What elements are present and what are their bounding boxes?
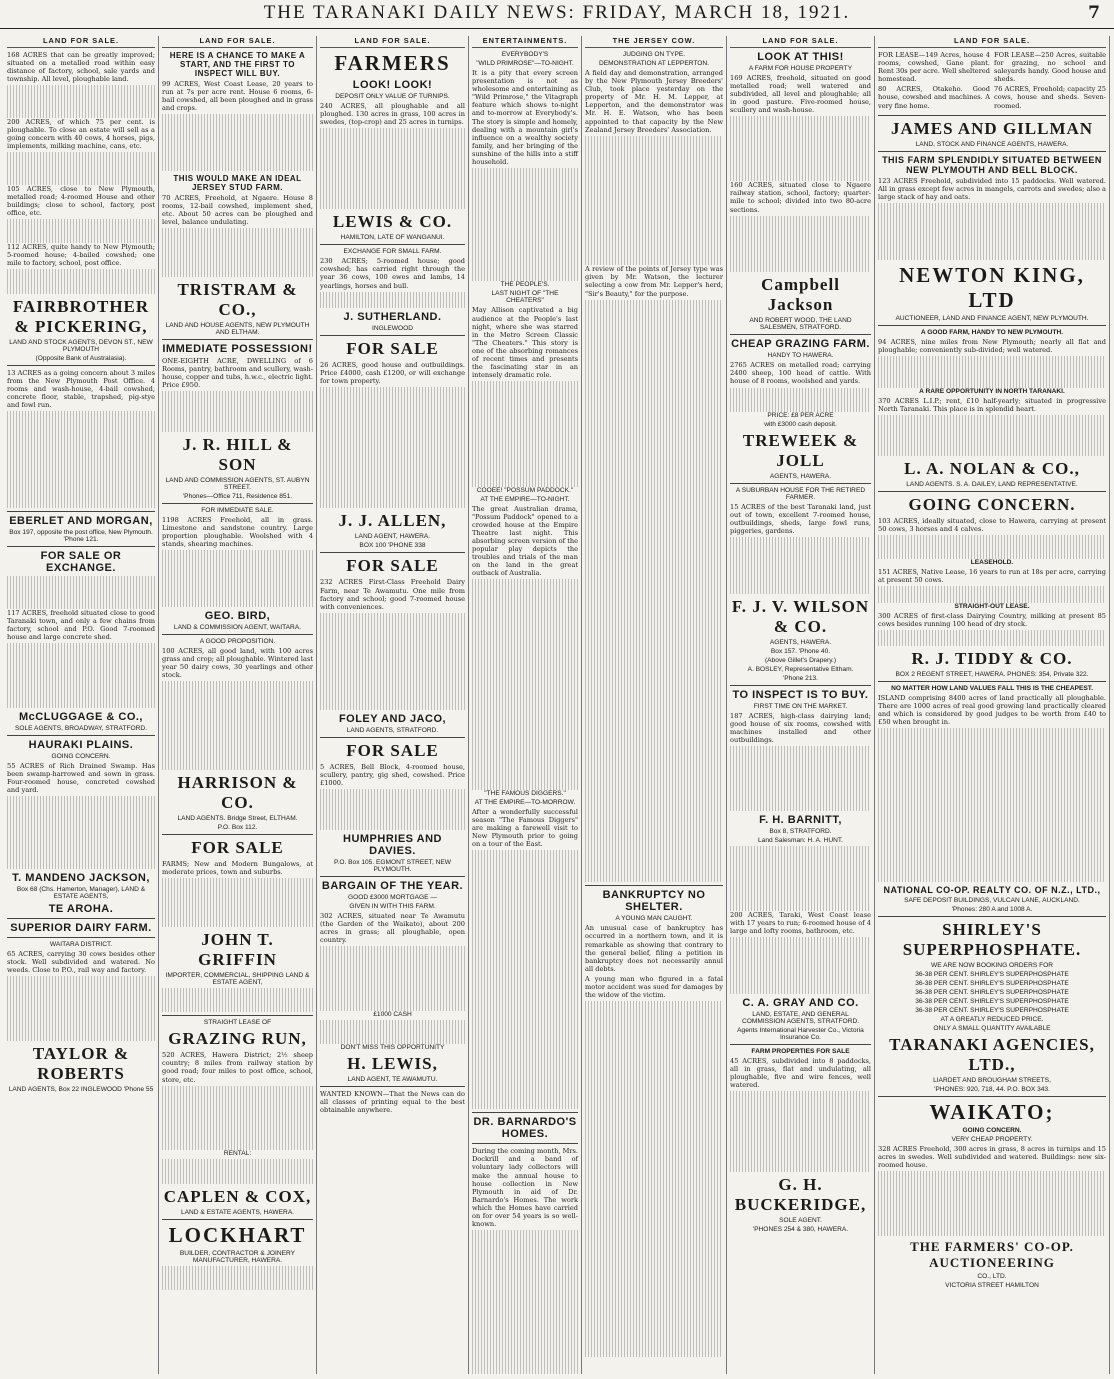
agent-address: LAND AGENTS. Bridge Street, ELTHAM. [177,815,298,823]
agent-address: LAND AGENTS. S. A. DAILEY, LAND REPRESENTATIVE. [906,480,1078,488]
ad-price: with £3000 cash deposit. [764,420,837,428]
printing-notice: WANTED KNOWN—That the News can do all classes of printing equal to the best obtainable anywhere. [320,1090,465,1115]
text-filler [878,586,1106,602]
ad-text: 112 ACRES, quite handy to New Plymouth; 5-roomed house; 4-bailed cowshed; one mile to factory, school, post office. [7,243,155,268]
agent-address: BOX 2 REGENT STREET, HAWERA. PHONES: 354, Private 322. [895,671,1089,679]
text-filler [730,846,871,911]
text-filler [730,388,871,412]
agent-name: TREWEEK & JOLL [742,430,859,470]
text-filler [7,411,155,508]
agent-name: GEO. BIRD, [204,609,271,622]
divider [320,1086,465,1087]
agent-address: SOLE AGENTS, BROADWAY, STRATFORD. [14,724,148,732]
superphosphate-grade: 36-38 PER CENT. SHIRLEY'S SUPERPHOSPHATE [915,989,1069,997]
ad-text: FARMS; New and Modern Bungalows, at moderate prices, town and suburbs. [162,860,313,877]
text-filler [162,878,313,927]
ad-text: FOR LEASE—250 Acres, suitable for grazing, no school and saleyards handy. Good house and sheds. [994,51,1106,84]
text-filler [878,415,1106,455]
text-filler [730,116,871,181]
divider [7,365,155,366]
article-heading: THE PEOPLE'S. [500,281,550,289]
ad-text: 5 ACRES, Bell Block, 4-roomed house, scullery, pantry, gig shed, cowshed. Price £1000. [320,762,465,788]
ad-subheading: STRAIGHT-OUT LEASE. [954,602,1030,610]
text-filler [7,643,155,708]
agent-phone: 'Phone 213. [783,674,818,682]
text-filler [472,579,578,789]
divider [320,335,465,336]
ad-text: 300 ACRES of first-class Dairying Country, milking at present 85 cows besides running 100 head of dry stock. [878,611,1106,628]
agent-name: L. A. NOLAN & CO., [904,458,1080,478]
divider [320,737,465,738]
divider [730,1044,871,1045]
text-filler [472,850,578,1109]
text-filler [730,746,871,811]
divider [320,876,465,877]
article-text: During the coming month, Mrs. Dockrill and a band of voluntary lady collectors will make the annual house to house collection in New Plymouth in aid of Dr. Barnardo's Homes. The work which the Homes have carried on for over 54 years is so well-known. [472,1147,578,1229]
agent-name: T. MANDENO JACKSON, [12,872,150,885]
divider [162,1015,313,1016]
text-filler [730,1091,871,1172]
article-subheading: JUDGING ON TYPE. [622,51,686,58]
agent-name: LOCKHART [168,1222,307,1247]
agent-name: TARANAKI AGENCIES, LTD., [889,1035,1095,1075]
ad-subheading: GOOD £3000 MORTGAGE — [348,893,437,901]
ad-subheading: GIVEN IN WITH THIS FARM. [349,902,436,910]
agent-name: LEWIS & CO. [332,212,453,232]
text-filler [7,796,155,869]
ad-heading: IMMEDIATE POSSESSION! [162,342,313,355]
ad-heading: FOR SALE [346,338,439,358]
agent-address: LAND AGENT, HAWERA. [354,533,431,541]
ad-text: 520 ACRES, Hawera District; 2½ sheep country; 8 miles from railway station by good road; four miles to post office, school, store, etc. [162,1051,313,1084]
text-filler [7,576,155,608]
ad-heading: FOR SALE [191,838,284,858]
agent-name: H. LEWIS, [347,1054,438,1074]
text-filler [730,537,871,594]
ad-subheading: ONLY A SMALL QUANTITY AVAILABLE [933,1025,1051,1033]
agent-address: LAND AGENTS, Box 22 INGLEWOOD 'Phone 55 [8,1086,154,1094]
agent-address: Box 68 (Chs. Hamerton, Manager), LAND & ESTATE AGENTS, [16,886,146,901]
ad-text: 232 ACRES First-Class Freehold Dairy Farm, near Te Awamutu. One mile from factory and school; good 7-roomed house with conveniences. [320,578,465,611]
divider [878,151,1106,152]
text-filler [7,976,155,1041]
column-6 [727,36,875,1374]
divider [878,491,1106,492]
text-filler [472,1230,578,1374]
ad-text: 13 ACRES as a going concern about 3 miles from the New Plymouth Post Office. 4 rooms and wash-house, 4-bail cowshed, concrete floor, stable, trapshed, pig-stye and fowl run. [7,368,155,410]
ad-text: 302 ACRES, situated near Te Awamutu (the Garden of the Waikato), about 200 acres in grass; all ploughable, open country. [320,911,465,944]
text-filler [585,1001,723,1357]
agent-town: TE AROHA. [48,903,114,916]
text-filler [320,387,465,508]
agent-address: SOLE AGENT. [779,1216,822,1224]
divider [162,339,313,340]
ad-heading: BARGAIN OF THE YEAR. [321,879,464,892]
text-filler [320,946,465,1011]
agent-name: Campbell Jackson [761,275,840,315]
text-filler [472,381,578,486]
article-heading: "THE FAMOUS DIGGERS." [484,789,566,797]
article-subheading: AT THE EMPIRE—TO-MORROW. [474,798,576,806]
text-filler [7,269,155,293]
divider [878,916,1106,917]
ad-subheading: A RARE OPPORTUNITY IN NORTH TARANAKI. [919,388,1065,396]
agent-address: LAND AGENT, TE AWAMUTU. [347,1076,438,1084]
divider [162,1219,313,1220]
newspaper-title: THE TARANAKI DAILY NEWS: FRIDAY, MARCH 18, 1921. [263,2,851,23]
ad-text: 45 ACRES, subdivided into 8 paddocks, all in grass, flat and undulating, all ploughable, five and wire fences, well watered. [730,1056,871,1089]
agent-address: VICTORIA STREET HAMILTON [945,1282,1039,1290]
divider [878,681,1106,682]
agent-address: LAND, STOCK AND FINANCE AGENTS, HAWERA. [915,140,1069,148]
text-filler [878,356,1106,388]
agent-name: JAMES AND GILLMAN [890,118,1094,138]
ad-text: 80 ACRES, Otakeho. Good house, cowshed and machines. A very fine home. [878,85,990,110]
agent-address: CO., LTD. [977,1273,1007,1281]
divider [472,1143,578,1144]
ad-subheading: FIRST TIME ON THE MARKET. [753,702,848,710]
ad-heading: HERE IS A CHANCE TO MAKE A START, AND THE FIRST TO INSPECT WILL BUY. [169,51,306,78]
agent-name: J. J. ALLEN, [338,511,447,531]
ad-heading: CHEAP GRAZING FARM. [731,338,870,351]
ad-text: 240 ACRES, all ploughable and all ploughed. 130 acres in grass, 100 acres in swedes, (top-crop) and 25 acres in turnips. [320,102,465,127]
ad-heading: SHIRLEY'S SUPERPHOSPHATE. [902,920,1082,960]
text-filler [162,1266,313,1290]
divider [162,834,313,835]
agent-name: HARRISON & CO. [177,773,298,813]
text-filler [162,1086,313,1151]
agent-address: (Opposite Bank of Australasia). [35,354,127,362]
ad-subheading: AT A GREATLY REDUCED PRICE. [940,1016,1044,1024]
text-filler [320,292,465,308]
text-filler [730,937,871,994]
divider [162,634,313,635]
section-heading: LAND FOR SALE. [730,36,871,48]
column-7 [875,36,1110,1374]
article-text: May Allison captivated a big audience at the People's last night, where she was starred in the Metro Screen Classic "The Cheaters." This story is one of the absorbing romances of recent times and presents the fascinating star in an intensely dramatic role. [472,306,578,380]
section-heading: LAND FOR SALE. [7,36,155,48]
agent-address: AGENTS, HAWERA. [769,472,832,480]
agent-phone: BOX 100 'PHONE 338 [359,542,426,550]
ad-text: 55 ACRES of Rich Drained Swamp. Has been swamp-harrowed and sown in grass. Four-roomed house, concreted cowshed and yard. [7,761,155,795]
agent-address: Box 197, opposite the post office, New Plymouth. 'Phone 121. [9,529,153,544]
agent-name: HUMPHRIES AND DAVIES. [343,832,442,857]
ad-price: PRICE: £8 PER ACRE [767,411,834,419]
ad-subheading: HANDY TO HAWERA. [767,352,834,360]
article-text: A review of the points of Jersey type was given by Mr. Watson, the lecturer selecting a cow from Mr. Lepper's herd, "Sir's Beauty," for the purpose. [585,265,723,298]
column-4 [469,36,582,1374]
section-heading: LAND FOR SALE. [320,36,465,48]
page-number: 7 [1088,3,1100,23]
ad-subheading: A GOOD FARM, HANDY TO NEW PLYMOUTH. [920,328,1064,336]
agent-name: TRISTRAM & CO., [177,279,298,319]
divider [730,685,871,686]
ad-heading: FOR SALE [346,740,439,760]
article-subheading: A YOUNG MAN CAUGHT. [615,915,693,923]
ad-subheading: £1000 CASH [373,1010,412,1018]
ad-subheading: EXCHANGE FOR SMALL FARM. [343,248,442,256]
superphosphate-grade: 36-38 PER CENT. SHIRLEY'S SUPERPHOSPHATE [915,998,1069,1006]
column-5 [582,36,727,1374]
agent-address: LAND AND STOCK AGENTS, DEVON ST., NEW PLYMOUTH [9,338,153,353]
divider [878,1096,1106,1097]
divider [585,885,723,886]
ad-heading: LOOK AT THIS! [757,51,844,63]
agent-name: C. A. GRAY AND CO. [742,996,859,1009]
agent-address: Land Salesman: H. A. HUNT. [757,836,844,844]
divider [162,503,313,504]
ad-text: 100 ACRES, all good land, with 100 acres grass and crop; all ploughable. Wintered last year 50 dairy cows, 30 yearlings and other stock. [162,646,313,680]
ad-text: 328 ACRES Freehold, 300 acres in grass, 8 acres in turnips and 15 acres in swedes. Well subdivided and watered. Buildings: new six-roomed house. [878,1145,1106,1170]
article-heading: EVERYBODY'S [501,51,549,58]
agent-name: R. J. TIDDY & CO. [911,649,1073,669]
agent-name: F. H. BARNITT, [759,813,842,826]
agent-name: JOHN T. GRIFFIN [198,930,277,969]
agent-phone: P.O. Box 112. [217,824,258,832]
agent-name: G. H. BUCKERIDGE, [734,1174,867,1214]
section-heading: ENTERTAINMENTS. [472,36,578,48]
text-filler [585,300,723,883]
divider [730,334,871,335]
article-text: After a wonderfully successful season "The Famous Diggers" are making a farewell visit to New Plymouth prior to going on a tour of the East. [472,807,578,849]
ad-text: 169 ACRES, freehold, situated on good metalled road; well watered and subdivided, all level and ploughable; all in good pasture. Five-roomed house, scullery and wash-house. [730,74,871,115]
ad-text: 230 ACRES; 5-roomed house; good cowshed; has carried right through the year 36 cows, 100 ewes and lambs, 14 yearlings, horses and bull. [320,257,465,290]
ad-text: 123 ACRES Freehold, subdivided into 15 paddocks. Well watered. All in grass except few acres in mangels, carrots and swedes; also a large stack of hay and oats. [878,176,1106,201]
agent-address: IMPORTER, COMMERCIAL, SHIPPING LAND & ESTATE AGENT, [165,972,310,986]
text-filler [7,219,155,243]
ad-subheading: GOING CONCERN. [962,1127,1022,1135]
article-text: A field day and demonstration, arranged by the New Plymouth Jersey Breeders' Club, took place yesterday on the property of Mr. H. M. Lepper, at Lepperton, and the demonstrator was Mr. H. E. Watson, who has been appointed to that capacity by the New Zealand Jersey Breeders' Association. [585,69,723,134]
ad-heading: TO INSPECT IS TO BUY. [732,688,869,701]
column-2 [159,36,317,1374]
ad-text: 26 ACRES, good house and outbuildings. Price £4000, cash £1200, or will exchange for town property. [320,360,465,385]
article-heading: BANKRUPTCY NO SHELTER. [602,889,706,914]
ad-text: 160 ACRES, situated close to Ngaere railway station, school, factory; quarter-mile to school; divided into two 80-acre sections. [730,181,871,214]
ad-subheading: A SUBURBAN HOUSE FOR THE RETIRED FARMER. [735,486,866,501]
agent-address: INGLEWOOD [371,324,414,332]
agent-phone: Box 157. 'Phone 40. [770,647,831,655]
article-subheading: "WILD PRIMROSE"—TO-NIGHT. [476,60,574,67]
text-filler [878,203,1106,260]
ad-subheading: RENTAL: [223,1150,252,1158]
agent-phone: 'PHONES: 920, 718, 44. P.O. BOX 343. [934,1086,1050,1094]
ad-text: 200 ACRES, Taraki, West Coast lease with 17 years to run; 6-roomed house of 4 large and lofty rooms, bathroom, etc. [730,910,871,935]
ad-text: FOR LEASE—149 Acres, house 4 rooms, cowshed, Gane plant. Rent 30s per acre. Well sheltered homestead. [878,51,990,84]
ad-text: 99 ACRES, West Coast Lease, 20 years to run at 7s per acre rent. House 6 rooms, 6-bail cowshed, all been ploughed and in grass and crops. [162,80,313,113]
agent-name: NATIONAL CO-OP. REALTY CO. OF N.Z., LTD., [883,885,1101,896]
article-text: The great Australian drama, "Possum Paddock" opened to a crowded house at the Empire Theatre last night. This absorbing screen version of the popular play depicts the troubles and trials of the man on the land in the great outback of Australia. [472,504,578,578]
article-heading: DR. BARNARDO'S HOMES. [473,1116,577,1141]
agent-name: F. J. V. WILSON & CO. [731,596,870,636]
ad-subheading: DON'T MISS THIS OPPORTUNITY [340,1044,445,1052]
agent-address: BUILDER, CONTRACTOR & JOINERY MANUFACTURER, HAWERA. [179,1249,296,1264]
text-filler [320,128,465,209]
text-filler [320,789,465,829]
ad-subheading: FARM PROPERTIES FOR SALE [751,1047,850,1055]
text-filler [162,391,313,431]
article-heading: COOEE! "POSSUM PADDOCK." [476,486,574,494]
divider [7,937,155,938]
ad-text: 151 ACRES, Native Lease, 16 years to run at 18s per acre, carrying at present 50 cows. [878,568,1106,585]
text-filler [878,1171,1106,1236]
ad-text: 15 ACRES of the best Taranaki land, just out of town, excellent 7-roomed house, outbuildings, sheds, large fowl runs, piggeries, gardens. [730,502,871,536]
text-filler [878,535,1106,559]
divider [320,244,465,245]
agent-phone: 'Phones: 280 A and 1008 A. [951,906,1033,914]
ad-subheading: NO MATTER HOW LAND VALUES FALL THIS IS THE CHEAPEST. [891,685,1093,693]
text-filler [162,228,313,277]
agent-address: LIARDET AND BROUGHAM STREETS, [933,1077,1051,1085]
text-filler [585,136,723,266]
ad-text: ISLAND comprising 8400 acres of land practically all ploughable. There are 1000 acres of real good growing land practically cleared and which is considered by good judges to be worth from £40 to £50 when brought in. [878,694,1106,727]
agent-address: LAND & ESTATE AGENTS, HAWERA. [180,1208,295,1216]
text-filler [162,681,313,770]
agent-address: (Above Gillet's Drapery.) [764,656,837,664]
article-subheading: AT THE EMPIRE—TO-NIGHT. [480,495,570,503]
divider [472,1112,578,1113]
column-3 [317,36,469,1374]
ad-subheading: LEASEHOLD. [970,559,1014,567]
section-heading: THE JERSEY COW. [585,36,723,48]
ad-subheading: FOR IMMEDIATE SALE. [201,506,274,514]
text-filler [878,630,1106,646]
ad-text: ONE-EIGHTH ACRE, DWELLING of 6 Rooms, pantry, bathroom and scullery, wash-house, copper and tubs, h.w.c., electric light. Price £950. [162,356,313,390]
agent-phone: 'PHONES 254 & 380, HAWERA. [752,1225,849,1233]
ad-text: 70 ACRES, Freehold, at Ngaere. House 8 rooms, 12-bail cowshed, implement shed, etc. About 50 acres can be ploughed and level, balance undulating. [162,194,313,227]
agent-rep: A. BOSLEY, Representative Eltham. [747,665,854,673]
agent-name: J. SUTHERLAND. [343,310,442,323]
text-filler [162,114,313,171]
agent-address: SAFE DEPOSIT BUILDINGS, VULCAN LANE, AUCKLAND. [904,897,1080,905]
ad-subheading: WAITARA DISTRICT. [49,941,113,949]
text-filler [7,152,155,184]
ad-subheading: WE ARE NOW BOOKING ORDERS FOR [931,962,1053,970]
agent-address: P.O. Box 105. EGMONT STREET, NEW PLYMOUTH. [333,858,451,873]
ad-heading: FOR SALE OR EXCHANGE. [40,550,122,575]
text-filler [162,988,313,1012]
ad-heading: THIS FARM SPLENDIDLY SITUATED BETWEEN NEW PLYMOUTH AND BELL BLOCK. [882,154,1102,175]
agent-address: Box 8, STRATFORD. [769,827,832,835]
ad-heading: SUPERIOR DAIRY FARM. [10,922,152,935]
ad-text: 76 ACRES, Freehold; capacity 25 cows, house and sheds. Seven-roomed. [994,85,1106,110]
text-filler [320,1020,465,1044]
ad-heading: FARMERS [334,51,451,75]
divider [7,735,155,736]
agent-name: TAYLOR & ROBERTS [32,1044,130,1084]
ad-text: 200 ACRES, of which 75 per cent. is ploughable. To close an estate will sell as a going concern with 40 cows, 4 horses, pigs, implements, milking machine, cans, etc. [7,117,155,151]
agent-name: FOLEY AND JACO, [338,712,447,725]
agent-phone: 'Phones—Office 711, Residence 851. [182,492,293,500]
agent-address: AND ROBERT WOOD, THE LAND SALESMEN, STRATFORD. [749,317,852,332]
agent-address: AGENTS, HAWERA. [769,638,832,646]
agent-address: LAND, ESTATE, AND GENERAL COMMISSION AGENTS, STRATFORD. [741,1010,860,1025]
text-filler [320,613,465,710]
text-filler [7,85,155,117]
section-heading: LAND FOR SALE. [162,36,313,48]
ad-text: 105 ACRES, close to New Plymouth, metalled road; 4-roomed House and other buildings; close to school, factory, post office, etc. [7,184,155,217]
ad-subheading: DEPOSIT ONLY VALUE OF TURNIPS. [335,93,450,100]
text-filler [878,728,1106,882]
superphosphate-grade: 36-38 PER CENT. SHIRLEY'S SUPERPHOSPHATE [915,1007,1069,1015]
ad-text: 1198 ACRES Freehold, all in grass. Limestone and sandstone country. Large proportion ploughable. Woolshed with 4 stands, shearing machines. [162,515,313,549]
agent-address: LAND AND HOUSE AGENTS, NEW PLYMOUTH AND ELTHAM. [165,321,310,336]
ad-heading: GOING CONCERN. [908,494,1076,514]
text-filler [162,1159,313,1183]
text-filler [472,168,578,281]
lease-ads [878,51,1106,112]
ad-text: 117 ACRES, freehold situated close to good Taranaki town, and only a few chains from factory, school and P.O. Good 7-roomed house and large concrete shed. [7,608,155,641]
agent-address: LAND AGENTS, STRATFORD. [346,726,439,734]
ad-subheading: GOING CONCERN. [51,752,111,760]
masthead [0,0,1114,29]
agent-address: LAND & COMMISSION AGENT, WAITARA. [173,623,302,631]
article-text: It is a pity that every screen presentation is not as wholesome and entertaining as "Wild Primrose," the Vitagraph feature which shows to-night and to-morrow at Everybody's. The story is simple and homely, dealing with a mountain girl's influence on a wealthy society family, and her bringing of the sunshine of the hills into a stiff household. [472,69,578,167]
agent-address: LAND AND COMMISSION AGENTS, ST. AUBYN STREET. [165,476,310,491]
divider [730,483,871,484]
ad-text: 168 ACRES that can be greatly improved; situated on a metalled road within easy distance of factory, school, sale yards and township. All level, ploughable land. [7,51,155,84]
ad-text: 103 ACRES, ideally situated, close to Hawera, carrying at present 50 cows, 3 horses and 4 calves. [878,516,1106,533]
divider [878,325,1106,326]
ad-subheading: VERY CHEAP PROPERTY. [951,1136,1033,1144]
divider [878,115,1106,116]
superphosphate-grade: 36-38 PER CENT. SHIRLEY'S SUPERPHOSPHATE [915,980,1069,988]
text-filler [730,216,871,273]
agent-name: CAPLEN & COX, [163,1186,312,1206]
divider [7,511,155,512]
ad-subheading: A GOOD PROPOSITION. [199,637,276,645]
article-text: A young man who figured in a fatal motor accident was sued for damages by the widow of the victim. [585,974,723,1000]
agent-address: AUCTIONEER, LAND AND FINANCE AGENT, NEW PLYMOUTH. [895,314,1089,322]
ad-text: 370 ACRES L.I.P.; rent, £10 half-yearly; situated in progressive North Taranaki. This place is in splendid heart. [878,397,1106,414]
ad-heading: LOOK! LOOK! [352,79,433,91]
ad-subheading: A FARM FOR HOUSE PROPERTY [748,65,853,72]
ad-heading: HAURAKI PLAINS. [28,738,134,751]
agent-name: NEWTON KING, LTD [899,262,1085,312]
ad-text: 65 ACRES, carrying 30 cows besides other stock. Well subdivided and watered. No weeds. Close to P.O., rail way and factory. [7,950,155,975]
ad-heading: WAIKATO; [929,1100,1055,1125]
column-1 [4,36,159,1374]
agent-name: McCLUGGAGE & CO., [18,710,143,723]
ad-subheading: STRAIGHT LEASE OF [203,1019,272,1027]
divider [320,552,465,553]
agent-name: EBERLET AND MORGAN, [9,515,153,528]
agent-name: FAIRBROTHER & PICKERING, [12,296,150,336]
agent-address: Agents International Harvester Co., Victoria Insurance Co. [737,1026,864,1041]
divider [7,546,155,547]
agent-name: THE FARMERS' CO-OP. AUCTIONEERING [910,1239,1074,1271]
superphosphate-grade: 36-38 PER CENT. SHIRLEY'S SUPERPHOSPHATE [915,971,1069,979]
divider [7,918,155,919]
ad-heading: FOR SALE [346,556,439,576]
ad-heading: THIS WOULD MAKE AN IDEAL JERSEY STUD FARM. [173,174,302,193]
ad-text: 187 ACRES, high-class dairying land; good house of six rooms, cowshed with machines installed and other outbuildings. [730,711,871,745]
agent-name: J. R. HILL & SON [182,434,293,474]
ad-text: 2765 ACRES on metalled road; carrying 2400 sheep, 100 head of cattle. With house of 8 rooms, woolshed and yards. [730,361,871,386]
agent-address: HAMILTON, LATE OF WANGANUI. [340,234,445,242]
section-heading: LAND FOR SALE. [878,36,1106,48]
article-text: An unusual case of bankruptcy has occurred in a northern town, and it is remarkable as showing that contrary to the general belief, filing a petition in bankruptcy does not necessarily annul all debts. [585,924,723,973]
ad-text: 94 ACRES, nine miles from New Plymouth; nearly all flat and ploughable; conveniently sub-divided; well watered. [878,337,1106,354]
ad-heading: GRAZING RUN, [168,1029,307,1049]
text-filler [162,550,313,607]
article-subheading: DEMONSTRATION AT LEPPERTON. [598,60,710,67]
article-subheading: LAST NIGHT OF "THE CHEATERS" [491,290,559,305]
